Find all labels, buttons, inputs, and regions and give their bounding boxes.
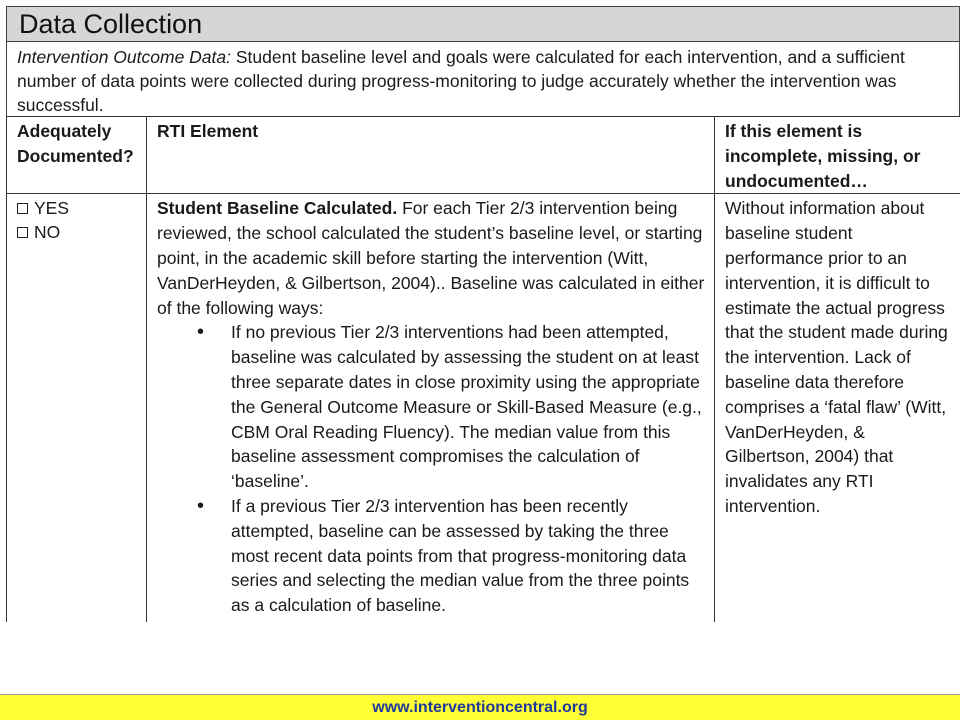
table-row (7, 194, 960, 622)
no-label: NO (34, 222, 61, 243)
bullet-list (157, 320, 708, 618)
intro-label: Intervention Outcome Data: (17, 47, 231, 67)
criterion-text: For each Tier 2/3 intervention being reviewed, the school calculated the student’s baseline level, or starting point, in the academic skill before starting the intervention (Witt, VanDerHeyden, & Gilbertson, 2004).. Baseline was calculated in either of the following ways: (157, 198, 705, 318)
header-documented: Adequately Documented? (7, 117, 147, 194)
table-header-row (7, 117, 960, 194)
no-option[interactable] (17, 220, 140, 244)
yes-checkbox[interactable] (17, 203, 28, 214)
list-item: • If no previous Tier 2/3 interventions had been attempted, baseline was calculated by assessing the student on at least three separate dates in close proximity using the appropriate the General Outcome Measure or Skill-Based Measure (e.g., CBM Oral Reading Fluency). The median value from this baseline assessment compromises the calculation of ‘baseline’. (197, 320, 708, 494)
documented-cell (7, 194, 147, 622)
criterion-paragraph (157, 196, 708, 320)
criterion-title: Student Baseline Calculated. (157, 198, 398, 219)
intro-text: Student baseline level and goals were calculated for each intervention, and a sufficient number of data points were collected during progress-monitoring to judge accurately whether the intervention was successful. (17, 47, 905, 115)
intro-paragraph (6, 42, 960, 116)
header-consequence: If this element is incomplete, missing, or undocumented… (715, 117, 960, 194)
checklist-table (6, 116, 960, 622)
yes-option[interactable] (17, 196, 140, 220)
section-header (6, 6, 960, 42)
section-title: Data Collection (19, 9, 203, 39)
document-page (6, 6, 960, 622)
header-rti-element: RTI Element (147, 117, 715, 194)
footer-bar (0, 694, 960, 720)
no-checkbox[interactable] (17, 227, 28, 238)
footer-link[interactable]: www.interventioncentral.org (372, 699, 588, 716)
consequence-cell: Without information about baseline student performance prior to an intervention, it is difficult to estimate the actual progress that the student made during the intervention. Lack of baseline data therefore comprises a ‘fatal flaw’ (Witt, VanDerHeyden, & Gilbertson, 2004) that invalidates any RTI intervention. (715, 194, 960, 622)
rti-element-cell (147, 194, 715, 622)
yes-label: YES (34, 198, 70, 219)
list-item: • If a previous Tier 2/3 intervention has been recently attempted, baseline can be assessed by taking the three most recent data points from that progress-monitoring data series and selecting the median value from the three points as a calculation of baseline. (197, 494, 708, 618)
